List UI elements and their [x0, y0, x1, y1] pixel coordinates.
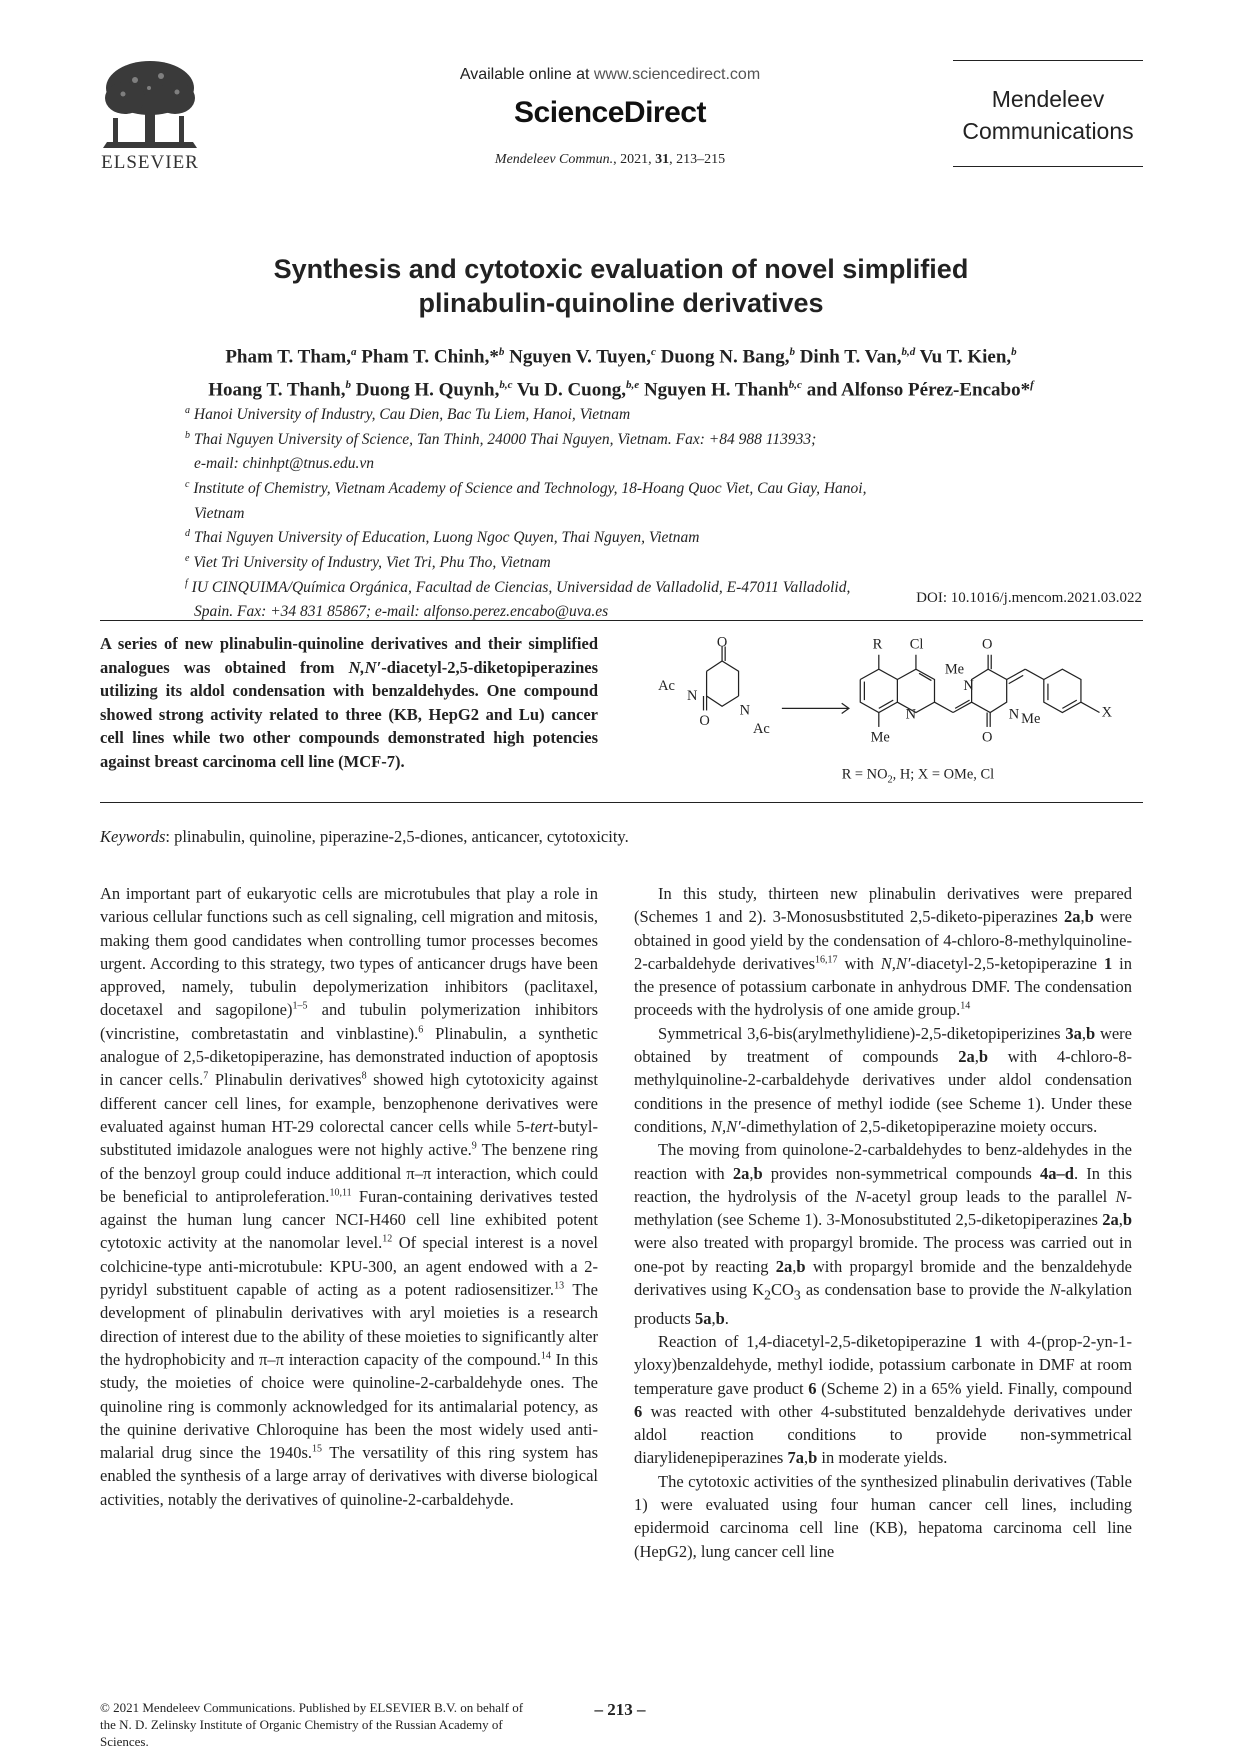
text: The benzene ring of the benzoyl group could induce additional π–π interaction, which could be beneficial to antiproleferation.	[100, 1140, 598, 1206]
reference[interactable]: 7	[203, 1070, 209, 1082]
italic-text: tert	[530, 1116, 554, 1136]
affiliation-line	[185, 549, 1065, 574]
affiliation-text: Viet Tri University of Industry, Viet Tri, Phu Tho, Vietnam	[189, 554, 551, 572]
quinoline-ring	[860, 669, 897, 712]
affiliation-text: Thai Nguyen University of Science, Tan Thinh, 24000 Thai Nguyen, Vietnam. Fax: +84 988 113933;	[190, 430, 817, 448]
affiliation-text: Vietnam	[194, 504, 245, 522]
abstract-italic: N,N′	[348, 657, 382, 677]
nitrogen-label: N	[739, 702, 751, 719]
double-bond	[879, 700, 893, 708]
x-label: X	[1101, 704, 1112, 721]
vinyl-bond	[935, 702, 954, 712]
keywords	[100, 827, 1140, 847]
body-column-right	[634, 882, 1132, 1563]
acetyl-label: Ac	[658, 677, 675, 694]
nitrogen-label: N	[1008, 706, 1020, 723]
carbonyl-oxygen: O	[981, 729, 993, 746]
author-name: and Alfonso Pérez-Encabo*	[801, 379, 1031, 401]
reference[interactable]: 12	[382, 1233, 393, 1245]
journal-name	[953, 83, 1143, 147]
scheme-caption: $R = NO_2$, H; X = OMe, Cl	[841, 766, 995, 786]
author-affiliation-mark: b	[345, 379, 351, 392]
affiliation-text: Institute of Chemistry, Vietnam Academy of Science and Technology, 18-Hoang Quoc Viet, Cau Giay, Hanoi,	[189, 480, 867, 498]
paragraph: The cytotoxic activities of the synthesized plinabulin derivatives (Table 1) were evaluated using four human cancer cell lines, including epidermoid carcinoma cell line (KB), hepatoma carcinoma cell line (HepG2), lung cancer cell line	[634, 1471, 1132, 1561]
author-name: Vu T. Kien,	[915, 346, 1012, 368]
affiliation-mark: e	[185, 552, 190, 564]
journal-name-line2: Communications	[962, 118, 1134, 144]
divider	[100, 802, 1143, 803]
text: Plinabulin derivatives	[208, 1070, 362, 1090]
text: -butyl-substituted imidazole analogues were not highly active.	[100, 1116, 598, 1160]
affiliation-text: e-mail: chinhpt@tnus.edu.vn	[194, 455, 374, 473]
author-line	[90, 338, 1152, 371]
abstract-text: A series of new plinabulin-quinoline derivatives and their simplified analogues was obtained from	[100, 634, 598, 677]
article-title	[90, 252, 1152, 320]
available-prefix: Available online at	[459, 66, 594, 83]
reference[interactable]: 14	[960, 1000, 971, 1012]
acetyl-label: Ac	[753, 721, 770, 738]
text: An important part of eukaryotic cells are microtubules that play a role in various cellular functions such as cell signaling, cell migration and mitosis, making them good candidates when controlling tumor processes becomes urgent. According to this strategy, two types of anticancer drugs have been approved, namely, tubulin depolymerization inhibitors (paclitaxel, docetaxel and sagopilone)	[100, 884, 598, 1020]
reference[interactable]: 10,11	[329, 1187, 352, 1199]
affiliation-text: Thai Nguyen University of Education, Luong Ngoc Quyen, Thai Nguyen, Vietnam	[190, 529, 700, 547]
affiliation-mark: d	[185, 528, 190, 540]
reference[interactable]: 9	[471, 1140, 477, 1152]
author-affiliation-mark: c	[650, 346, 656, 358]
author-list	[90, 338, 1152, 405]
double-bond	[1062, 700, 1076, 708]
citation-year: , 2021,	[613, 152, 656, 167]
paragraph: In this study, thirteen new plinabulin derivatives were prepared (Schemes 1 and 2). 3-Monosusbstituted 2,5-diketo-piperazines 2a,b were obtained in good yield by the condensation of 4-chloro-8-methylquinoline-2-carbaldehyde derivatives$^{16,17}$ with N,N′-diacetyl-2,5-ketopiperazine 1 in the presence of potassium carbonate in anhydrous DMF. The condensation proceeds with the hydrolysis of one amide group.$^{14}$	[634, 884, 1132, 1020]
page-number: – 213 –	[594, 1700, 646, 1719]
affiliation-mark: f	[185, 577, 188, 589]
author-name: Duong N. Bang,	[655, 346, 790, 368]
text: The development of plinabulin derivatives with aryl moieties is a research direction of interest due to the ability of these moieties to significantly alter the hydrophobicity and π–π interaction capacity of the compound.	[100, 1280, 599, 1369]
reference[interactable]: 8	[361, 1070, 367, 1082]
affiliation-text: Spain. Fax: +34 831 85867; e-mail: alfonso.perez.encabo@uva.es	[194, 603, 609, 621]
chlorine-label: Cl	[909, 636, 924, 653]
text: Of special interest is a novel colchicine-type anti-microtubule: KPU-300, an agent endowed with a 2-pyridyl substituent capable of acting as a potent radiosensitizer.	[100, 1233, 598, 1300]
available-online	[380, 66, 840, 84]
abstract	[100, 632, 598, 774]
divider	[100, 620, 1143, 621]
author-name: Pham T. Tham,	[225, 346, 351, 368]
author-affiliation-mark: a	[350, 346, 357, 358]
carbonyl-oxygen: O	[981, 636, 993, 653]
author-affiliation-mark: b,c	[499, 379, 513, 392]
affiliation-text: Hanoi University of Industry, Cau Dien, Bac Tu Liem, Hanoi, Vietnam	[190, 406, 631, 424]
carbonyl-oxygen: O	[716, 634, 728, 651]
text: Plinabulin, a synthetic analogue of 2,5-diketopiperazine, has demonstrated induction of apoptosis in cancer cells.	[100, 1023, 599, 1090]
graphical-abstract-scheme	[630, 630, 1140, 795]
publisher-name: ELSEVIER	[101, 152, 199, 173]
nitrogen-label: N	[687, 688, 698, 705]
doi[interactable]: DOI: 10.1016/j.mencom.2021.03.022	[916, 590, 1142, 606]
keywords-label: Keywords	[100, 827, 166, 846]
affiliation-line	[185, 500, 1065, 525]
affiliation-line	[185, 475, 1065, 500]
affiliation-line	[185, 401, 1065, 426]
affiliation-line	[185, 450, 1065, 475]
copyright-notice: © 2021 Mendeleev Communications. Published by ELSEVIER B.V. on behalf of the N. D. Zelinsky Institute of Organic Chemistry of the Russian Academy of Sciences.	[100, 1700, 524, 1749]
paragraph: The moving from quinolone-2-carbaldehydes to benz-aldehydes in the reaction with 2a,b provides non-symmetrical compounds 4a–d. In this reaction, the hydrolysis of the N-acetyl group leads to the parallel N-methylation (see Scheme 1). 3-Monosubstituted 2,5-diketopiperazines 2a,b were also treated with propargyl bromide. The process was carried out in one-pot by reacting 2a,b with propargyl bromide and the benzaldehyde derivatives using $K_2CO_3$ as condensation base to provide the N-alkylation products 5a,b.	[634, 1140, 1132, 1328]
text: and tubulin polymerization inhibitors (vincristine, combretastatin and vinblastine).	[100, 1000, 598, 1043]
nitrogen-label: N	[963, 677, 974, 694]
reference[interactable]: 16,17	[815, 954, 838, 966]
affiliation-mark: b	[185, 429, 190, 441]
text: The versatility of this ring system has enabled the synthesis of a large array of derivatives with diverse biological activities, notably the derivatives of quinoline-2-carbaldehyde.	[100, 1443, 598, 1509]
author-affiliation-mark: b	[789, 346, 795, 358]
author-line	[90, 371, 1152, 404]
affiliation-text: IU CINQUIMA/Química Orgánica, Facultad de Ciencias, Universidad de Valladolid, E-47011 Valladolid,	[187, 578, 851, 596]
affiliation-mark: a	[185, 405, 190, 416]
body-column-left	[100, 882, 598, 1511]
reference[interactable]: 13	[554, 1280, 565, 1292]
author-name: Nguyen H. Thanh	[639, 379, 789, 401]
citation-volume: 31	[655, 152, 670, 167]
author-affiliation-mark: b,d	[901, 346, 916, 358]
r-label: R	[872, 636, 883, 653]
author-affiliation-mark: b,c	[788, 379, 802, 392]
reference[interactable]: 15	[312, 1443, 322, 1455]
abstract-text: -diacetyl-2,5-diketopiperazines utilizing its aldol condensation with benzaldehydes. One compound showed strong activity related to three (KB, HepG2 and Lu) cancer cell lines while two other compounds demonstrated high potencies against breast carcinoma cell line (MCF-7).	[100, 657, 598, 771]
citation-pages: , 213–215	[669, 152, 726, 167]
author-name: Dinh T. Van,	[794, 346, 902, 368]
affiliation-line	[185, 524, 1065, 549]
author-name: Hoang T. Thanh,	[208, 379, 346, 401]
citation-line	[380, 152, 840, 168]
paragraph: Symmetrical 3,6-bis(arylmethylidiene)-2,5-diketopiperizines 3a,b were obtained by treatment of compounds 2a,b with 4-chloro-8-methylquinoline-2-carbaldehyde derivatives under aldol condensation conditions in the presence of methyl iodide (see Scheme 1). Under these conditions, N,N′-dimethylation of 2,5-diketopiperazine moiety occurs.	[634, 1023, 1133, 1136]
author-name: Vu D. Cuong,	[512, 379, 627, 401]
x-bond	[1081, 702, 1100, 712]
author-affiliation-mark: b	[1011, 346, 1017, 358]
title-line2: plinabulin-quinoline derivatives	[418, 288, 824, 318]
affiliation-mark: c	[185, 478, 190, 490]
author-affiliation-mark: b,e	[626, 379, 640, 392]
methyl-label: Me	[1021, 710, 1041, 727]
author-affiliation-mark: b	[498, 346, 505, 358]
keywords-text: : plinabulin, quinoline, piperazine-2,5-diones, anticancer, cytotoxicity.	[165, 827, 629, 846]
author-name: Nguyen V. Tuyen,	[504, 346, 651, 368]
author-affiliation-mark: f	[1030, 379, 1034, 392]
text: showed high cytotoxicity against different cancer cell lines, for example, benzophenone derivatives were evaluated against human HT-29 colorectal cancer cells while 5-	[100, 1070, 598, 1136]
paragraph: Reaction of 1,4-diacetyl-2,5-diketopiperazine 1 with 4-(prop-2-yn-1-yloxy)benzaldehyde, methyl iodide, potassium carbonate in DMF at room temperature gave product 6 (Scheme 2) in a 65% yield. Finally, compound 6 was reacted with other 4-substituted benzaldehyde derivatives under aldol reaction conditions to provide non-symmetrical diarylidenepiperazines 7a,b in moderate yields.	[634, 1331, 1133, 1468]
reference[interactable]: 6	[418, 1024, 424, 1036]
reference[interactable]: 14	[540, 1350, 551, 1362]
title-line1: Synthesis and cytotoxic evaluation of novel simplified	[273, 254, 969, 284]
author-name: Duong H. Quynh,	[351, 379, 500, 401]
dkp-ring	[972, 669, 1007, 712]
sciencedirect-brand: ScienceDirect	[514, 96, 706, 129]
text: Furan-containing derivatives tested against the human lung cancer NCI-H460 cell line exhibited potent cytotoxic activity at the nanomolar level.	[100, 1186, 598, 1253]
text: In this study, the moieties of choice were quinoline-2-carbaldehyde ones. The quinoline ring is commonly acknowledged for its antimalarial potency, as the quinine derivative Chloroquine has been the most widely used anti-malarial drug since the 1940s.	[100, 1349, 598, 1463]
vinyl-bond	[1007, 669, 1026, 679]
carbonyl-oxygen: O	[699, 712, 710, 729]
methyl-label: Me	[944, 661, 965, 678]
sciencedirect-link[interactable]: www.sciencedirect.com	[593, 66, 761, 83]
affiliation-line	[185, 426, 1065, 451]
journal-name-line1: Mendeleev	[991, 86, 1105, 112]
ring-bond	[707, 661, 739, 696]
citation-journal: Mendeleev Commun.	[494, 152, 614, 167]
nitrogen-label: N	[905, 706, 917, 723]
author-name: Pham T. Chinh,*	[356, 346, 499, 368]
ring-bond	[707, 671, 739, 706]
paragraph	[100, 882, 598, 1511]
phenyl-ring	[1025, 669, 1081, 712]
methyl-label: Me	[870, 729, 890, 746]
reference[interactable]: 1–5	[292, 1000, 308, 1012]
